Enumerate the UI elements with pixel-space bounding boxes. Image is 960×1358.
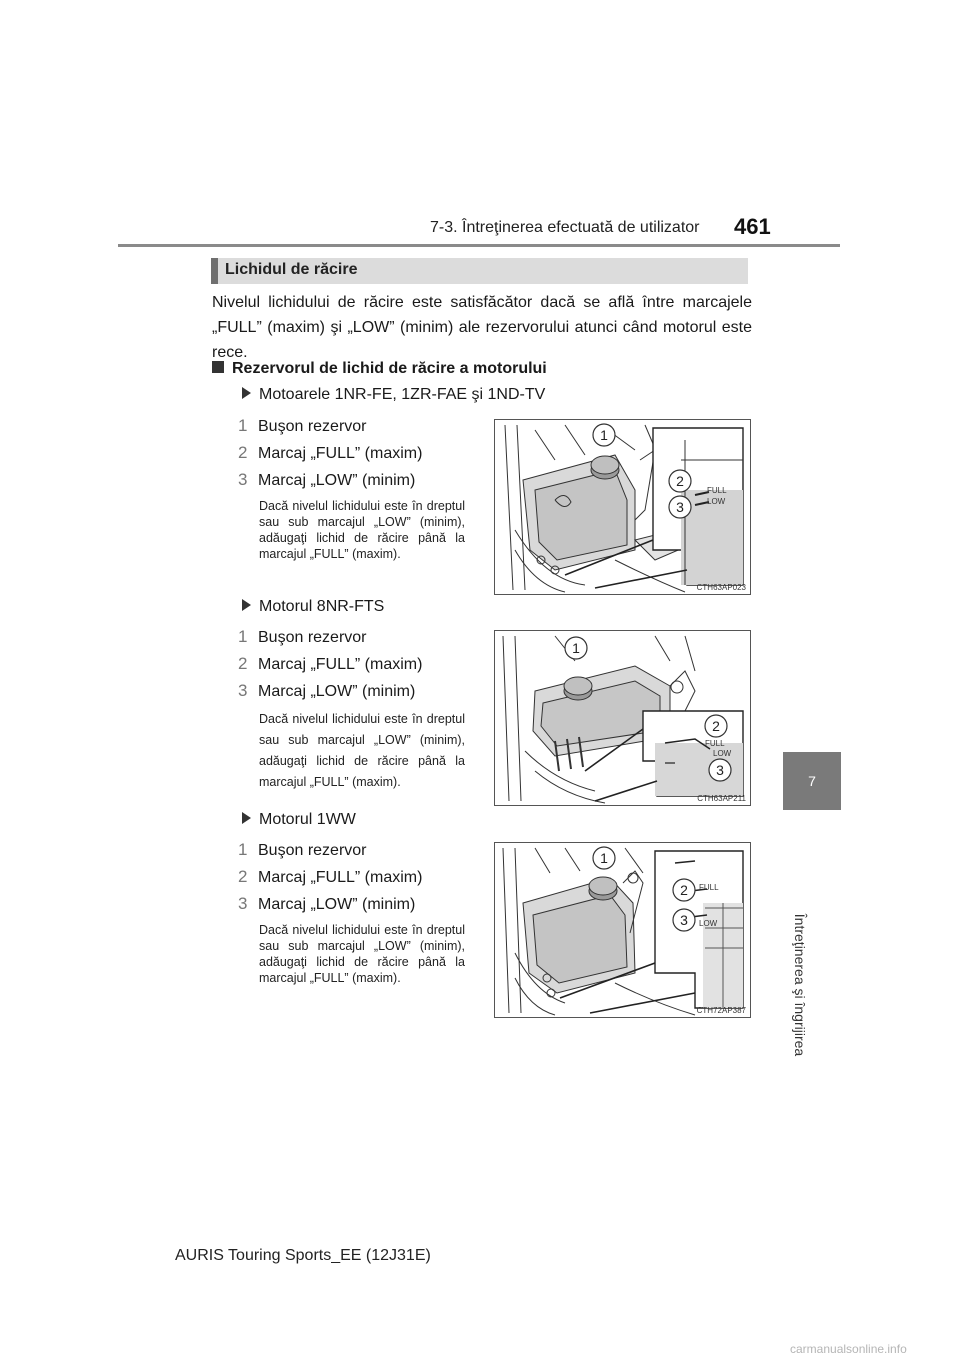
item-text: Marcaj „LOW” (minim) xyxy=(258,683,416,700)
callout-2 xyxy=(671,877,697,903)
callout-2 xyxy=(667,468,693,494)
callout-number: 2 xyxy=(712,718,720,734)
item-number: 3 xyxy=(238,470,248,489)
list-item xyxy=(238,681,415,701)
triangle-bullet-icon xyxy=(242,599,251,611)
running-header-title: 7-3. Întreţinerea efectuată de utilizator xyxy=(430,219,700,236)
section-title-bar xyxy=(211,258,748,284)
item-number: 2 xyxy=(238,867,248,886)
watermark: carmanualsonline.info xyxy=(790,1342,907,1356)
reservoir-illustration xyxy=(495,843,750,1017)
figure-code: CTH63AP023 xyxy=(696,583,746,592)
list-item xyxy=(238,894,415,914)
low-mark-label: LOW xyxy=(713,749,732,758)
item-text: Marcaj „LOW” (minim) xyxy=(258,896,416,913)
chapter-tab: 7 xyxy=(783,752,841,810)
figure-coolant-reservoir-1 xyxy=(494,419,751,595)
item-text: Marcaj „FULL” (maxim) xyxy=(258,445,423,462)
full-mark-label: FULL xyxy=(705,739,725,748)
low-mark-label: LOW xyxy=(707,497,726,506)
list-item xyxy=(238,654,422,674)
footer-model: AURIS Touring Sports_EE (12J31E) xyxy=(175,1247,431,1264)
callout-2 xyxy=(703,713,729,739)
callout-3 xyxy=(671,907,697,933)
list-item xyxy=(238,470,415,490)
callout-3 xyxy=(707,757,733,783)
triangle-bullet-icon xyxy=(242,812,251,824)
reservoir-illustration xyxy=(495,420,750,594)
callout-number: 3 xyxy=(716,762,724,778)
callout-number: 1 xyxy=(572,640,580,656)
engine-heading-2 xyxy=(242,598,384,616)
item-number: 1 xyxy=(238,627,248,646)
callout-number: 3 xyxy=(680,912,688,928)
callout-number: 2 xyxy=(676,473,684,489)
figure-code: CTH63AP211 xyxy=(697,794,746,803)
triangle-bullet-icon xyxy=(242,387,251,399)
item-text: Buşon rezervor xyxy=(258,629,367,646)
callout-3 xyxy=(667,494,693,520)
figure-coolant-reservoir-3 xyxy=(494,842,751,1018)
callout-number: 3 xyxy=(676,499,684,515)
engine-label: Motorul 8NR-FTS xyxy=(259,598,385,615)
item-number: 3 xyxy=(238,681,248,700)
header-rule xyxy=(118,244,840,247)
subheading xyxy=(212,360,547,378)
engine-label: Motorul 1WW xyxy=(259,811,356,828)
item-number: 1 xyxy=(238,416,248,435)
item-number: 2 xyxy=(238,443,248,462)
section-bar-accent xyxy=(211,258,218,284)
chapter-side-label-text: Întreţinerea şi îngrijirea xyxy=(792,913,808,1057)
subheading-text: Rezervorul de lichid de răcire a motorului xyxy=(232,360,547,377)
section-title: Lichidul de răcire xyxy=(225,261,358,278)
callout-number: 1 xyxy=(600,427,608,443)
note-text: Dacă nivelul lichidului este în dreptul sau sub marcajul „LOW” (minim), adăugaţi lichid de răcire până la marcajul „FULL” (maxim). xyxy=(259,923,465,985)
engine-heading-1 xyxy=(242,386,545,404)
item-text: Marcaj „FULL” (maxim) xyxy=(258,656,423,673)
full-mark-label: FULL xyxy=(699,883,719,892)
square-bullet-icon xyxy=(212,361,224,373)
callout-1 xyxy=(591,422,617,448)
item-text: Buşon rezervor xyxy=(258,418,367,435)
figure-code: CTH72AP387 xyxy=(696,1006,746,1015)
page-number: 461 xyxy=(734,214,771,239)
callout-number: 2 xyxy=(680,882,688,898)
item-number: 3 xyxy=(238,894,248,913)
figure-coolant-reservoir-2 xyxy=(494,630,751,806)
item-number: 1 xyxy=(238,840,248,859)
list-item xyxy=(238,840,367,860)
item-text: Marcaj „FULL” (maxim) xyxy=(258,869,423,886)
low-mark-label: LOW xyxy=(699,919,718,928)
section-intro: Nivelul lichidului de răcire este satisfăcător dacă se află între marcajele „FULL” (maxim) şi „LOW” (minim) ale rezervorului atunci când motorul este rece. xyxy=(212,294,752,361)
callout-number: 1 xyxy=(600,850,608,866)
list-item xyxy=(238,416,367,436)
note-text: Dacă nivelul lichidului este în dreptul sau sub marcajul „LOW” (minim), adăugaţi lichid de răcire până la marcajul „FULL” (maxim). xyxy=(259,712,465,789)
full-mark-label: FULL xyxy=(707,486,727,495)
list-item xyxy=(238,867,422,887)
callout-1 xyxy=(563,635,589,661)
list-item xyxy=(238,443,422,463)
item-text: Buşon rezervor xyxy=(258,842,367,859)
note-text: Dacă nivelul lichidului este în dreptul sau sub marcajul „LOW” (minim), adăugaţi lichid de răcire până la marcajul „FULL” (maxim). xyxy=(259,499,465,561)
callout-1 xyxy=(591,845,617,871)
list-item xyxy=(238,627,367,647)
item-text: Marcaj „LOW” (minim) xyxy=(258,472,416,489)
item-number: 2 xyxy=(238,654,248,673)
engine-label: Motoarele 1NR-FE, 1ZR-FAE şi 1ND-TV xyxy=(259,386,546,403)
engine-heading-3 xyxy=(242,811,356,829)
